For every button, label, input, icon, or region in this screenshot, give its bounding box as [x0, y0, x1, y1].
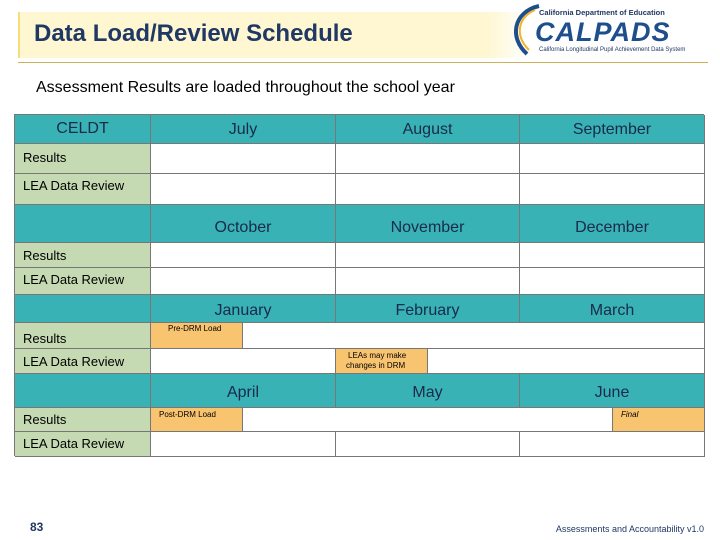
post-drm-load-cell: [151, 408, 243, 432]
final-note: Final: [621, 410, 639, 419]
month-header: [336, 295, 520, 323]
month-header: [151, 205, 336, 243]
month-label: October: [214, 219, 272, 236]
month-header: [520, 374, 705, 408]
row-label-text: Results: [23, 150, 67, 165]
schedule-cell: [336, 174, 520, 205]
lea-changes-note-line1: LEAs may make: [348, 351, 407, 360]
title-divider: [18, 62, 708, 63]
schedule-cell: [243, 408, 613, 432]
schedule-cell: [520, 268, 705, 295]
month-label: December: [575, 219, 649, 236]
month-header: [336, 115, 520, 144]
month-label: February: [395, 302, 460, 319]
month-label: June: [594, 384, 630, 401]
schedule-cell: [336, 432, 520, 457]
row-label-lea-review: [15, 349, 151, 374]
row-label-text: Results: [23, 248, 67, 263]
month-header: [520, 205, 705, 243]
month-header: [520, 295, 705, 323]
row-label-text: Results: [23, 331, 67, 346]
schedule-cell: [336, 268, 520, 295]
page-number: 83: [30, 520, 44, 534]
month-label: September: [572, 121, 652, 138]
month-label: May: [412, 384, 443, 401]
row-label-lea-review: [15, 432, 151, 457]
month-label: August: [402, 121, 453, 138]
page-title: Data Load/Review Schedule: [34, 20, 353, 47]
schedule-cell: [336, 243, 520, 268]
subtitle: Assessment Results are loaded throughout the school year: [36, 79, 455, 96]
celdt-label: CELDT: [56, 120, 109, 137]
row-label-results: [15, 408, 151, 432]
schedule-table: [14, 114, 704, 456]
schedule-cell: [520, 144, 705, 174]
month-header-blank: [15, 295, 151, 323]
footer-caption: Assessments and Accountability v1.0: [555, 524, 704, 534]
month-label: July: [228, 121, 258, 138]
month-label: March: [589, 302, 635, 319]
month-label: January: [214, 302, 272, 319]
logo-department: California Department of Education: [539, 8, 665, 17]
month-header-blank: [15, 374, 151, 408]
lea-drm-changes-cell: [336, 349, 428, 374]
schedule-cell: [336, 144, 520, 174]
row-label-text: LEA Data Review: [23, 354, 125, 369]
schedule-cell: [151, 243, 336, 268]
row-label-results: [15, 144, 151, 174]
schedule-cell: [151, 268, 336, 295]
schedule-cell: [520, 243, 705, 268]
logo-wordmark: CALPADS: [535, 17, 671, 47]
schedule-cell: [243, 323, 705, 349]
schedule-cell: [151, 174, 336, 205]
month-label: November: [390, 219, 465, 236]
month-header-celdt: [15, 115, 151, 144]
schedule-cell: [428, 349, 705, 374]
row-label-lea-review: [15, 174, 151, 205]
month-header: [336, 205, 520, 243]
schedule-cell: [151, 432, 336, 457]
row-label-lea-review: [15, 268, 151, 295]
pre-drm-load-cell: [151, 323, 243, 349]
schedule-cell: [151, 349, 336, 374]
row-label-text: LEA Data Review: [23, 436, 125, 451]
calpads-logo: [505, 2, 715, 58]
final-cell: [613, 408, 705, 432]
pre-drm-note: Pre-DRM Load: [168, 324, 222, 333]
row-label-results: [15, 243, 151, 268]
month-header: [520, 115, 705, 144]
row-label-text: LEA Data Review: [23, 272, 125, 287]
month-header-blank: [15, 205, 151, 243]
row-label-text: Results: [23, 412, 67, 427]
month-header: [151, 115, 336, 144]
month-header: [151, 374, 336, 408]
row-label-text: LEA Data Review: [23, 178, 125, 193]
month-label: April: [226, 384, 259, 401]
title-bar: [18, 12, 498, 58]
row-label-results: [15, 323, 151, 349]
schedule-cell: [151, 144, 336, 174]
month-header: [151, 295, 336, 323]
lea-changes-note-line2: changes in DRM: [346, 361, 406, 370]
schedule-cell: [520, 174, 705, 205]
month-header: [336, 374, 520, 408]
post-drm-note: Post-DRM Load: [159, 410, 216, 419]
schedule-cell: [520, 432, 705, 457]
logo-tagline: California Longitudinal Pupil Achievement Data System: [539, 47, 686, 53]
